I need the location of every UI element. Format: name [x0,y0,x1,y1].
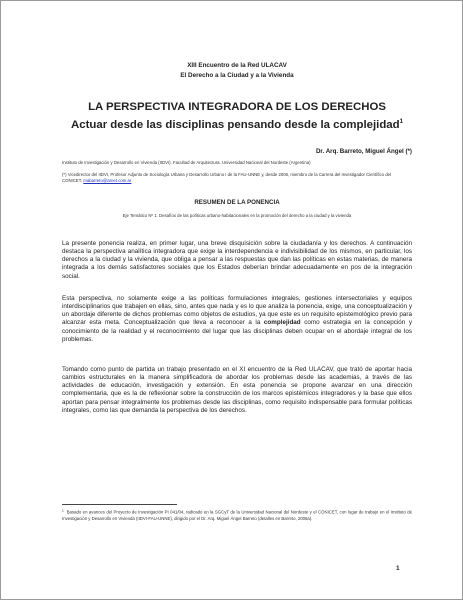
title-footnote-mark: 1 [399,119,403,125]
footnote [62,508,412,522]
paragraph-2-text-b: como estrategia en la concepción y conocimiento de la realidad y el reconocimiento del lugar que las disciplinas deben ocupar en el abordaje integral de los problemas. [62,319,412,343]
paragraph-2-emphasis: complejidad [263,319,301,327]
title-line-2 [62,115,412,133]
author-affiliation: Instituto de Investigación y Desarrollo en Vivienda (IIDVI). Facultad de Arquitectura. Universidad Nacional del Nordeste (Argentina) [62,160,311,165]
footnote-text: Basado en avances del Proyecto de Investigación PI 041/04, radicado en la SGCyT de la Universidad Nacional del Nordeste y el CONICET, con lugar de trabajo en el Instituto de Investigación y Desarrollo en Vivienda (IIDVI-FAU-UNNE), dirigido por el Dr. Arq. Miguel Ángel Barreto (detalles en Barreto, 2006a). [62,509,412,521]
paragraph-2-text-a: Esta perspectiva, no solamente exige a las políticas formulaciones integrales, gestiones intersectoriales y equipos interdisciplinarios que trabajen en ellas, sino, antes que nada y es lo que analiza la ponencia, exige, una conceptualización y un abordaje diferente de dichos problemas como objetos de estudios, ya que este es un requisito epistemológico previo para alcanzar esta meta. Conceptualización que lleva a reconocer a la [62,295,412,327]
author-note [62,172,412,185]
author-note-text: (*) Vicedirector del IIDVI, Profesor Adjunto de Sociología Urbana y Desarrollo Urbano I de la FAU-UNNE y, desde 2006, miembro de la Carrera del Investigador Científico del CONICET. [62,172,391,184]
conference-header [62,61,412,81]
conference-theme: El Derecho a la Ciudad y a la Vivienda [180,72,294,79]
author-name: Dr. Arq. Barreto, Miguel Ángel (*) [315,148,412,155]
title-line-1: LA PERSPECTIVA INTEGRADORA DE LOS DERECHOS [88,101,386,113]
conference-name: XIII Encuentro de la Red ULACAV [187,62,287,69]
paper-title [62,100,412,133]
author-email-link[interactable]: mabarreto@arnet.com.ar [83,178,132,184]
section-heading: RESUMEN DE LA PONENCIA [194,199,280,206]
body-paragraph-2 [62,295,412,344]
thematic-axis: Eje Temático Nº 1. Desafíos de las políticas urbano-habitacionales en la promoción del derecho a la ciudad y la vivienda [122,213,352,218]
body-paragraph-1: La presente ponencia realiza, en primer lugar, una breve disquisición sobre la ciudadanía y los derechos. A continuación destaca la perspectiva analítica integradora que exige la interdependencia e indivisibilidad de los mismos, en particular, los derechos a la ciudad y la vivienda, que obliga a pensar a las respuestas que dan las políticas en estas materias, de manera integrada a los demás satisfactores sociales que los Estados deberían brindar adecuadamente en pos de la integración social. [62,240,412,280]
body-paragraph-3: Tomando como punto de partida un trabajo presentado en el XI encuentro de la Red ULACAV, que trató de aportar hacia cambios estructurales en la manera simplificadora de abordar los problemas desde las academias, a través de las actividades de educación, investigación y extensión. En esta ponencia se propone avanzar en una dirección complementaria, que es la de reflexionar sobre la construcción de los marcos epistémicos integradores y la base que ellos aportan para pensar integralmente los problemas desde las disciplinas, como requisito indispensable para formular políticas integrales, como las que demanda la perspectiva de los derechos. [62,366,412,414]
footnote-separator [62,504,177,505]
page-number: 1 [396,565,400,572]
footnote-mark: 1 [62,509,64,513]
subtitle-text: Actuar desde las disciplinas pensando desde la complejidad [71,119,400,131]
